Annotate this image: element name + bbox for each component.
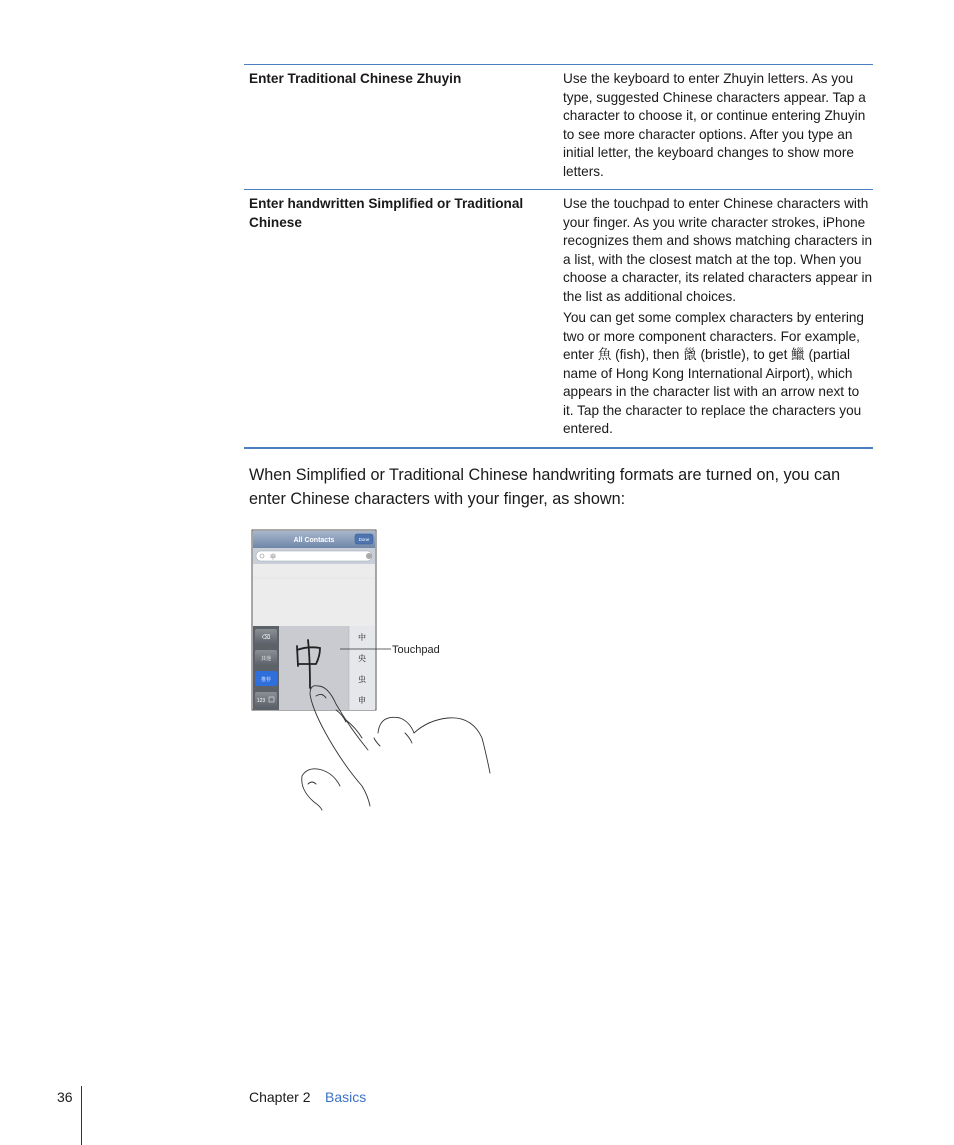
footer-divider [81, 1086, 82, 1145]
description-paragraph: Use the keyboard to enter Zhuyin letters. As you type, suggested Chinese characters appear. Tap a character to choose it, or continue entering Zhuyin to see more character options. After you type an initial letter, the keyboard changes to show more letters. [563, 71, 866, 179]
done-label: Done [358, 537, 370, 542]
touchpad-callout: Touchpad [392, 644, 440, 656]
other-label: 其他 [260, 656, 272, 662]
clear-icon [366, 553, 372, 559]
page-number: 36 [57, 1089, 73, 1105]
touchpad[interactable] [279, 626, 349, 710]
numbers-label: 123 [256, 698, 266, 704]
delete-icon: ⌫ [261, 634, 271, 641]
table-row [244, 189, 873, 449]
chapter-label: Chapter 2 [249, 1089, 311, 1105]
candidate-char[interactable]: 申 [358, 696, 366, 705]
nav-title: All Contacts [293, 537, 335, 544]
description-cell [563, 190, 873, 447]
handwriting-figure [250, 528, 510, 813]
description-paragraph: Use the touchpad to enter Chinese characters with your finger. As you write character strokes, iPhone recognizes them and shows matching characters in a list, with the closest match at the top. When you choose a character, its related characters appear in the list as additional choices. [563, 196, 873, 304]
section-link[interactable]: Basics [325, 1089, 367, 1105]
task-cell: Enter handwritten Simplified or Traditional Chinese [249, 196, 524, 230]
intro-paragraph: When Simplified or Traditional Chinese handwriting formats are turned on, you can enter Chinese characters with your finger, as shown: [249, 466, 841, 508]
keyboard-methods-table [244, 64, 873, 449]
phone-illustration [250, 528, 510, 813]
description-cell [563, 65, 873, 189]
search-text: 申 [270, 554, 277, 561]
candidate-char[interactable]: 央 [358, 654, 366, 663]
description-paragraph: You can get some complex characters by entering two or more component characters. For example, enter 魚 (fish), then 巤 (bristle), to get 鱲 (partial name of Hong Kong International Airport), which appears in the character list with an arrow next to it. Tap the character to replace the characters you entered. [563, 310, 864, 436]
candidate-char[interactable]: 虫 [358, 675, 366, 684]
candidate-char[interactable]: 中 [358, 633, 366, 642]
recommend-label: 推荐 [260, 677, 272, 683]
table-row [244, 64, 873, 189]
task-cell: Enter Traditional Chinese Zhuyin [249, 71, 462, 86]
